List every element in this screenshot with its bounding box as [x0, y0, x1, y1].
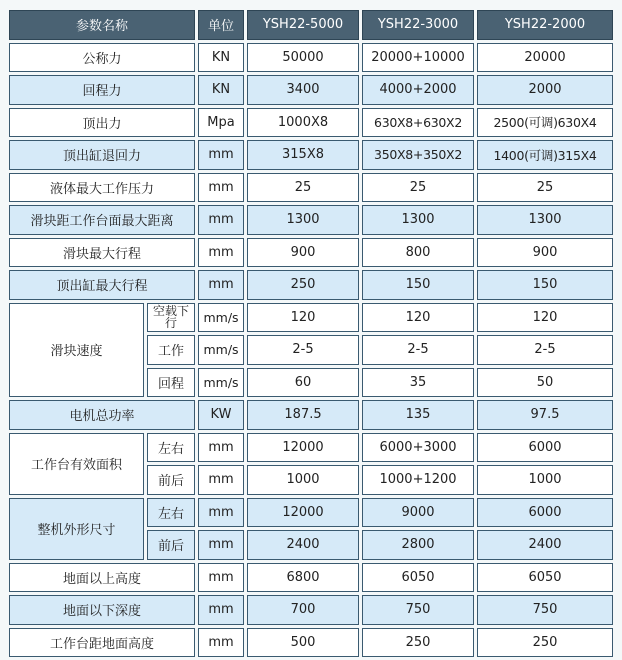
row-value: 6000+3000: [362, 433, 474, 463]
row-value: 750: [362, 595, 474, 625]
group-label: 整机外形尺寸: [9, 498, 144, 560]
row-unit: mm: [198, 173, 244, 203]
row-label: 顶出缸退回力: [9, 140, 195, 170]
row-value: 6800: [247, 563, 359, 593]
row-label: 电机总功率: [9, 400, 195, 430]
row-label: 工作台距地面高度: [9, 628, 195, 658]
row-unit: mm: [198, 238, 244, 268]
table-row: [9, 75, 613, 105]
row-value: 6000: [477, 498, 613, 528]
row-value: 12000: [247, 433, 359, 463]
row-value: 25: [477, 173, 613, 203]
sub-label: 前后: [147, 530, 195, 560]
row-value: 315X8: [247, 140, 359, 170]
row-value: 1300: [247, 205, 359, 235]
header-param: 参数名称: [9, 10, 195, 40]
row-value: 120: [477, 303, 613, 333]
row-label: 地面以下深度: [9, 595, 195, 625]
row-value: 50: [477, 368, 613, 398]
group-label: 工作台有效面积: [9, 433, 144, 495]
row-value: 2-5: [362, 335, 474, 365]
row-label: 滑块最大行程: [9, 238, 195, 268]
row-unit: mm: [198, 465, 244, 495]
row-unit: mm: [198, 433, 244, 463]
table-row: [9, 563, 613, 593]
row-value: 500: [247, 628, 359, 658]
row-value: 250: [362, 628, 474, 658]
table-row: [9, 108, 613, 138]
row-value: 6050: [477, 563, 613, 593]
row-unit: mm: [198, 530, 244, 560]
row-value: 2800: [362, 530, 474, 560]
row-value: 350X8+350X2: [362, 140, 474, 170]
sub-label: 工作: [147, 335, 195, 365]
row-value: 800: [362, 238, 474, 268]
row-value: 60: [247, 368, 359, 398]
row-value: 1300: [362, 205, 474, 235]
row-unit: mm: [198, 595, 244, 625]
row-unit: KW: [198, 400, 244, 430]
row-label: 顶出力: [9, 108, 195, 138]
row-label: 公称力: [9, 43, 195, 73]
row-value: 120: [247, 303, 359, 333]
row-value: 900: [247, 238, 359, 268]
row-value: 2400: [247, 530, 359, 560]
sub-label: 前后: [147, 465, 195, 495]
row-value: 2-5: [247, 335, 359, 365]
header-unit: 单位: [198, 10, 244, 40]
row-value: 20000+10000: [362, 43, 474, 73]
row-value: 2500(可调)630X4: [477, 108, 613, 138]
row-value: 120: [362, 303, 474, 333]
row-value: 630X8+630X2: [362, 108, 474, 138]
row-value: 12000: [247, 498, 359, 528]
sub-label: 空载下行: [147, 303, 195, 333]
row-value: 250: [247, 270, 359, 300]
row-value: 6000: [477, 433, 613, 463]
row-value: 187.5: [247, 400, 359, 430]
row-value: 150: [362, 270, 474, 300]
table-row: [9, 595, 613, 625]
row-unit: mm: [198, 498, 244, 528]
header-model-2: YSH22-3000: [362, 10, 474, 40]
group-label: 滑块速度: [9, 303, 144, 398]
row-unit: KN: [198, 43, 244, 73]
row-value: 900: [477, 238, 613, 268]
row-label: 回程力: [9, 75, 195, 105]
row-value: 50000: [247, 43, 359, 73]
row-value: 1000: [477, 465, 613, 495]
row-label: 液体最大工作压力: [9, 173, 195, 203]
row-value: 20000: [477, 43, 613, 73]
row-unit: mm/s: [198, 335, 244, 365]
spec-table: [6, 7, 616, 660]
row-value: 700: [247, 595, 359, 625]
row-value: 750: [477, 595, 613, 625]
row-value: 150: [477, 270, 613, 300]
row-unit: KN: [198, 75, 244, 105]
row-value: 1000: [247, 465, 359, 495]
row-value: 1000+1200: [362, 465, 474, 495]
table-row: [9, 238, 613, 268]
row-unit: mm: [198, 270, 244, 300]
row-label: 滑块距工作台面最大距离: [9, 205, 195, 235]
row-value: 3400: [247, 75, 359, 105]
row-label: 顶出缸最大行程: [9, 270, 195, 300]
row-unit: mm/s: [198, 303, 244, 333]
table-row: [9, 43, 613, 73]
table-row: [9, 173, 613, 203]
table-row: [9, 433, 613, 463]
row-value: 250: [477, 628, 613, 658]
row-value: 97.5: [477, 400, 613, 430]
header-row: [9, 10, 613, 40]
row-value: 2400: [477, 530, 613, 560]
row-value: 6050: [362, 563, 474, 593]
row-value: 2000: [477, 75, 613, 105]
row-unit: Mpa: [198, 108, 244, 138]
table-row: [9, 140, 613, 170]
row-value: 4000+2000: [362, 75, 474, 105]
header-model-3: YSH22-2000: [477, 10, 613, 40]
table-row: [9, 628, 613, 658]
row-value: 1000X8: [247, 108, 359, 138]
row-unit: mm: [198, 205, 244, 235]
row-value: 9000: [362, 498, 474, 528]
row-unit: mm: [198, 628, 244, 658]
header-model-1: YSH22-5000: [247, 10, 359, 40]
row-value: 1300: [477, 205, 613, 235]
row-value: 135: [362, 400, 474, 430]
row-unit: mm/s: [198, 368, 244, 398]
table-row: [9, 205, 613, 235]
row-label: 地面以上高度: [9, 563, 195, 593]
row-value: 25: [362, 173, 474, 203]
row-value: 1400(可调)315X4: [477, 140, 613, 170]
row-value: 35: [362, 368, 474, 398]
table-row: [9, 303, 613, 333]
sub-label: 回程: [147, 368, 195, 398]
table-row: [9, 270, 613, 300]
row-value: 25: [247, 173, 359, 203]
table-row: [9, 400, 613, 430]
row-value: 2-5: [477, 335, 613, 365]
row-unit: mm: [198, 563, 244, 593]
row-unit: mm: [198, 140, 244, 170]
sub-label: 左右: [147, 498, 195, 528]
table-row: [9, 498, 613, 528]
sub-label: 左右: [147, 433, 195, 463]
